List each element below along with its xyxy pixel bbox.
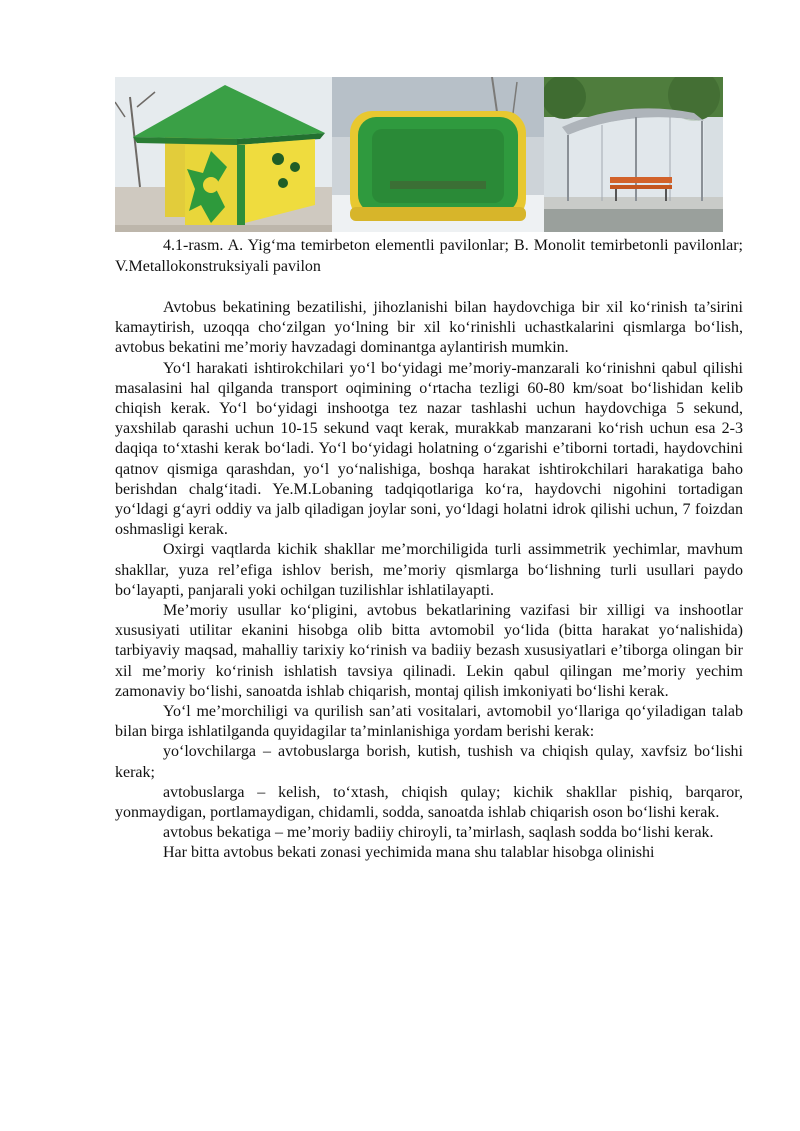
- paragraph: Avtobus bekatining bezatilishi, jihozlanishi bilan haydovchiga bir xil ko‘rinish ta’sirini kamaytirish, uzoqqa cho‘zilgan yo‘lning bir xil ko‘rinishli uchastkalarini qismlarga bo‘lish, avtobus bekatini me’moriy havzadagi dominantga aylantirish mumkin.: [115, 299, 743, 357]
- caption-text: 4.1-rasm. A. Yig‘ma temirbeton elementli pavilonlar; B. Monolit temirbetonli pavilonlar; V.Metallokonstruksiyali pavilon: [115, 237, 743, 275]
- photo-prefab-pavilion: [115, 77, 332, 232]
- paragraph: Har bitta avtobus bekati zonasi yechimida mana shu talablar hisobga olinishi: [163, 844, 655, 862]
- list-item: avtobus bekatiga – me’moriy badiiy chiroyli, ta’mirlash, saqlash sodda bo‘lishi kerak.: [163, 824, 714, 842]
- paragraph: Yo‘l harakati ishtirokchilari yo‘l bo‘yidagi me’moriy-manzarali ko‘rinishni qabul qilishi masalasini hal qilganda transport oqimining o‘rtacha tezligi 60-80 km/soat bo‘lishidan kelib chiqish kerak. Yo‘l bo‘yidagi inshootga tez nazar tashlashi uchun haydovchiga 5 sekund, yaxshilab qarashi uchun 10-15 sekund vaqt kerak, murakkab manzarani ko‘rish uchun esa 2-3 daqiqa to‘xtashi kerak bo‘ladi. Yo‘l bo‘yidagi holatning o‘zgarishi e’tiborni tortadi, haydovchini qatnov qismiga qarashdan, yo‘l yo‘nalishiga, boshqa harakat ishtirokchilari harakatiga baho berishdan chalg‘itadi. Ye.M.Lobaning tadqiqotlariga ko‘ra, haydovchi nigohini tortadigan yo‘ldagi g‘ayri oddiy va jalb qiladigan joylar soni, yo‘ldagi holatni idrok qilishi uchun, 7 foizdan oshmasligi kerak.: [115, 359, 743, 539]
- photo-monolith-pavilion: [332, 77, 544, 232]
- paragraph: Oxirgi vaqtlarda kichik shakllar me’morchiligida turli assimmetrik yechimlar, mavhum shakllar, yuza rel’efiga ishlov berish, me’moriy qismlarga bo‘lishning turli usullari paydo bo‘layapti, panjarali yoki ochilgan tuzilishlar ishlatilayapti.: [115, 541, 743, 599]
- figure-caption: [115, 236, 743, 277]
- list-item: avtobuslarga – kelish, to‘xtash, chiqish qulay; kichik shakllar pishiq, barqaror, yonmaydigan, portlamaydigan, chidamli, sodda, sanoatda ishlab chiqarish oson bo‘lishi kerak.: [115, 783, 743, 822]
- list-item: yo‘lovchilarga – avtobuslarga borish, kutish, tushish va chiqish qulay, xavfsiz bo‘lishi kerak;: [115, 743, 743, 781]
- figure: [115, 77, 723, 232]
- body-text: [115, 298, 743, 864]
- paragraph: Me’moriy usullar ko‘pligini, avtobus bekatlarining vazifasi bir xilligi va inshootlar xususiyati utilitar ekanini hisobga olib bitta avtomobil yo‘lida (bitta harakat yo‘nalishida) tarbiyaviy maqsad, mahalliy tarixiy ko‘rinish va badiiy bezash xususiyatlari e’tiborga olingan bir xil me’moriy ko‘rinish ishlatish tavsiya qilinadi. Lekin qabul qilingan me’moriy yechim zamonaviy bo‘lishi, sanoatda ishlab chiqarish, montaj qilish imkoniyati bo‘lishi kerak.: [115, 602, 743, 700]
- photo-metal-pavilion: [544, 77, 723, 232]
- monolith-pavilion-image: [332, 77, 544, 232]
- paragraph: Yo‘l me’morchiligi va qurilish san’ati vositalari, avtomobil yo‘llariga qo‘yiladigan talab bilan birga ishlatilganda quyidagilar ta’minlanishiga yordam berishi kerak:: [115, 703, 743, 741]
- metal-pavilion-image: [544, 77, 723, 232]
- prefab-pavilion-image: [115, 77, 332, 232]
